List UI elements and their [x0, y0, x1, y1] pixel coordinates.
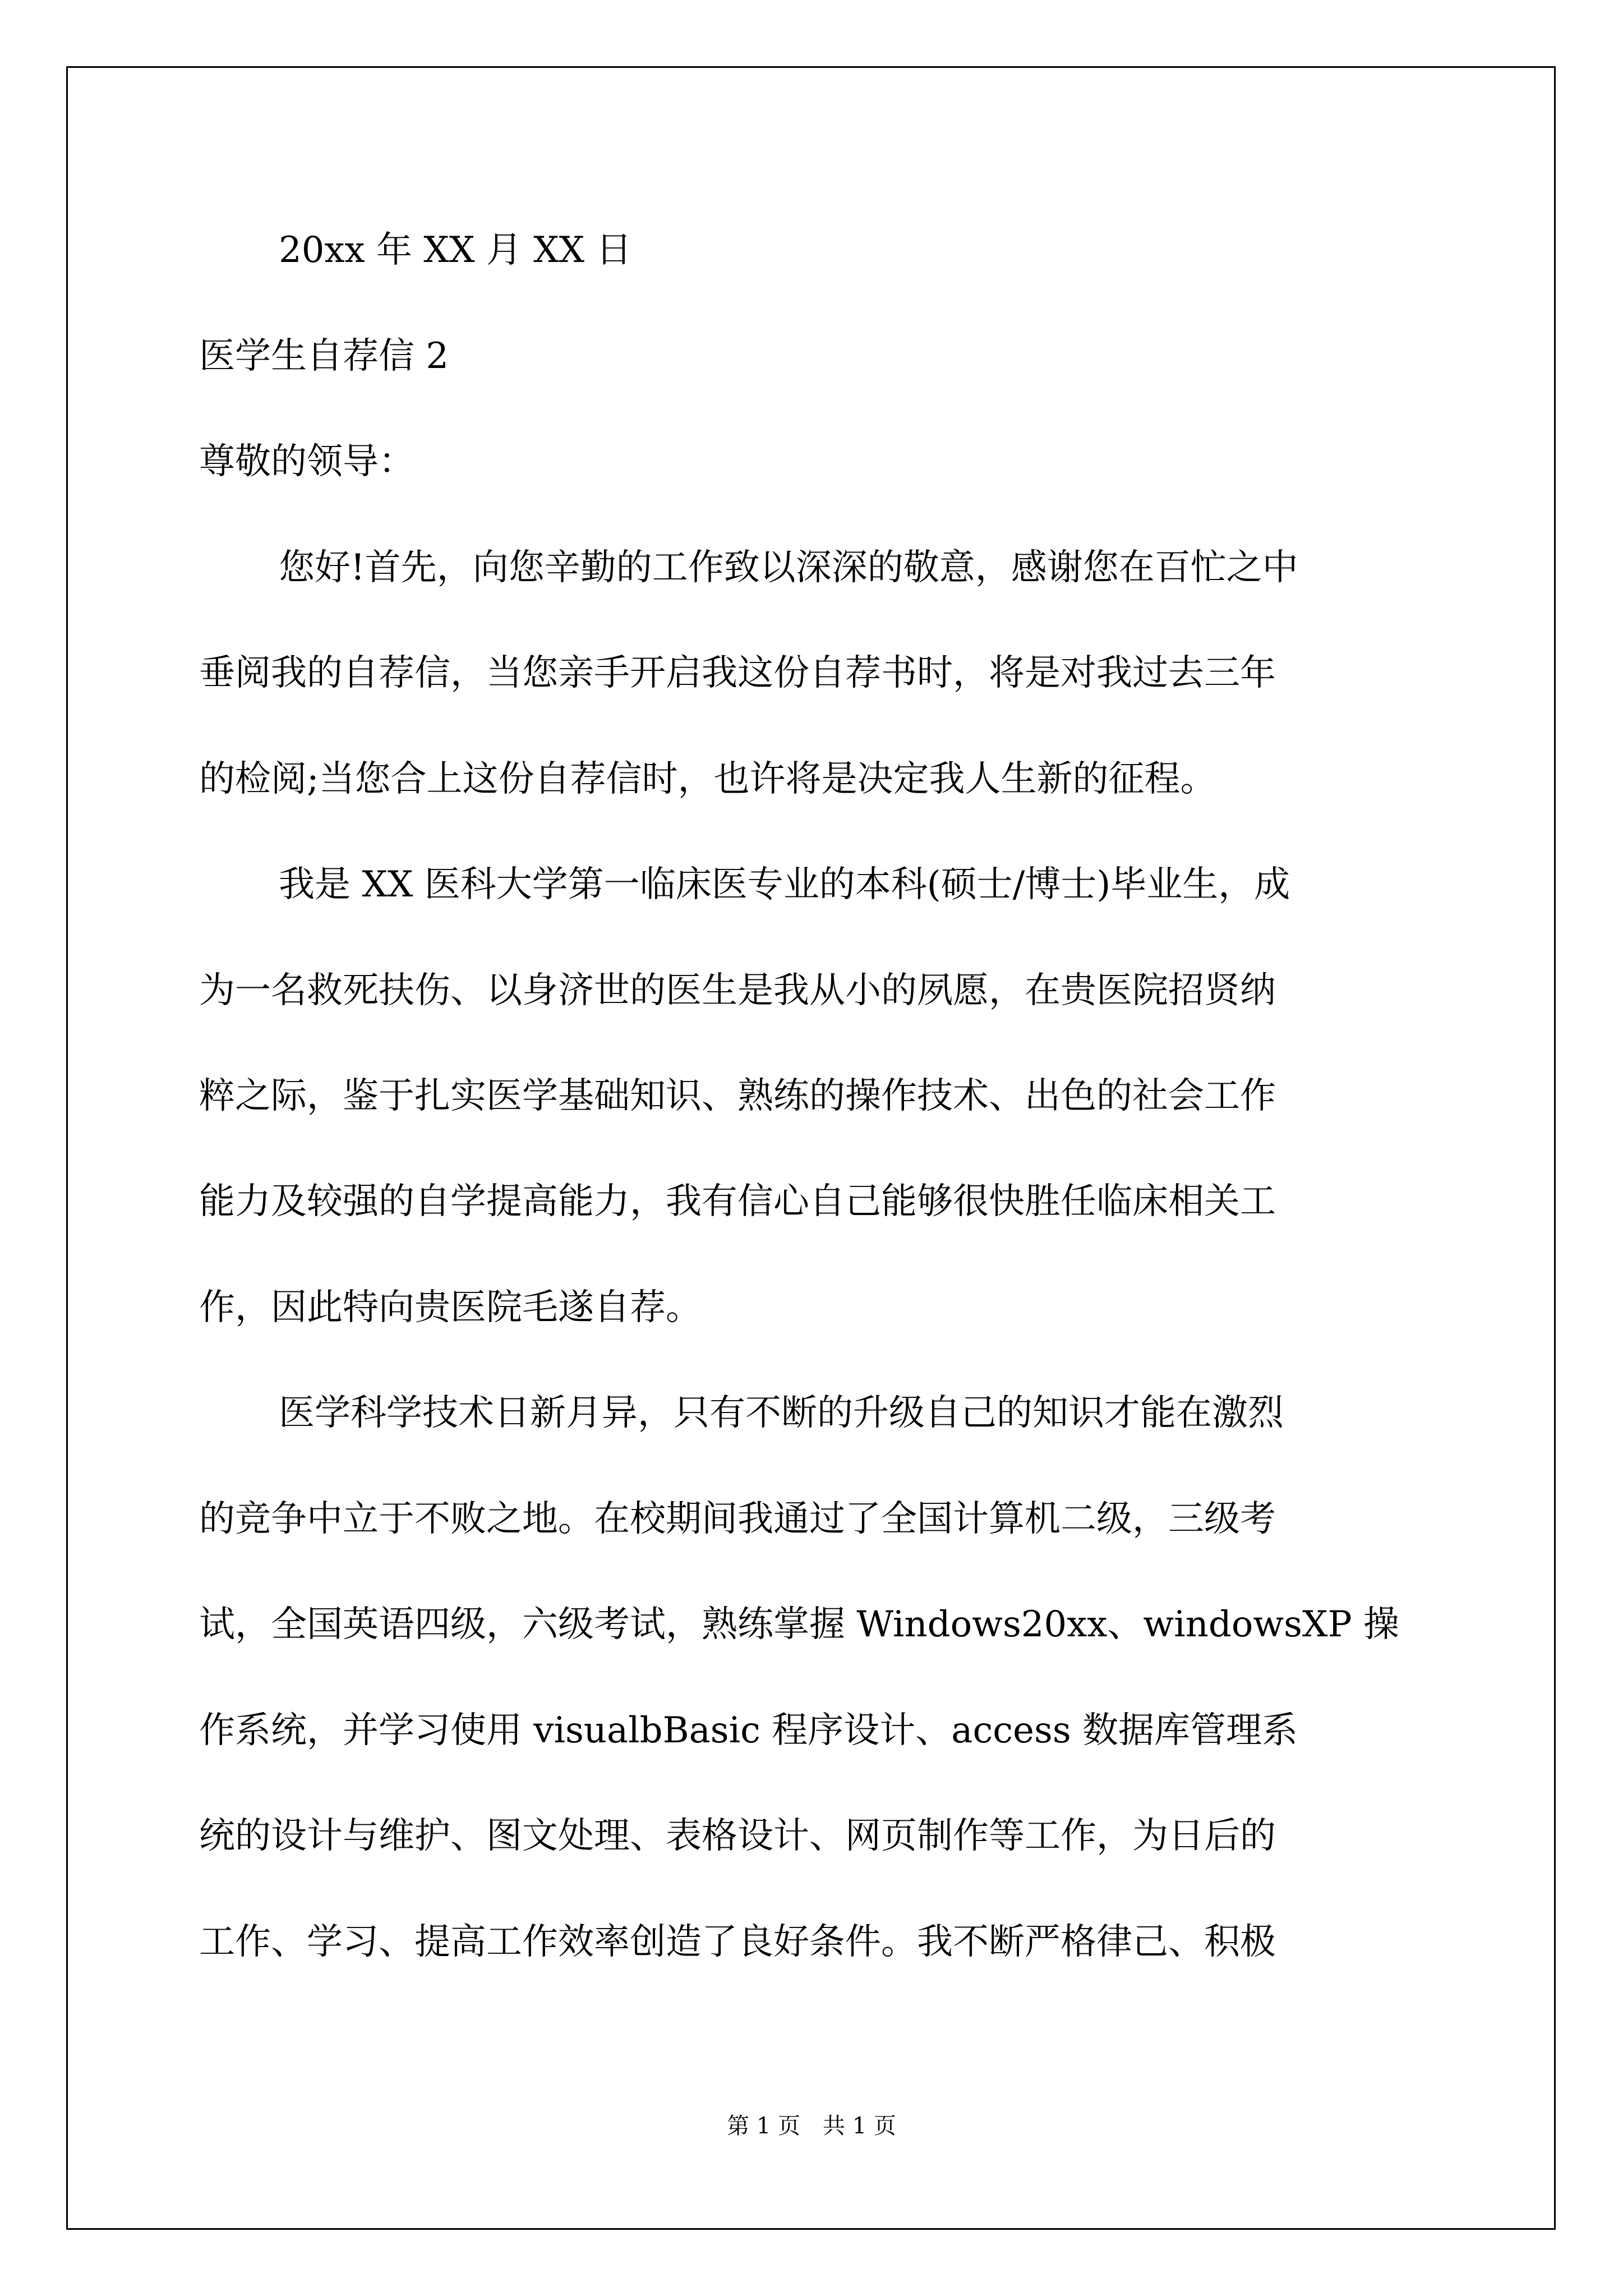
- body-line: 能力及较强的自学提高能力，我有信心自己能够很快胜任临床相关工: [199, 1181, 1276, 1222]
- body-line: 试，全国英语四级，六级考试，熟练掌握 Windows20xx、windowsXP 操: [199, 1604, 1399, 1645]
- letter-date: 20xx 年 XX 月 XX 日: [279, 229, 632, 271]
- page-border: [66, 66, 1556, 2230]
- letter-title: 医学生自荐信 2: [199, 335, 449, 377]
- body-line: 垂阅我的自荐信，当您亲手开启我这份自荐书时，将是对我过去三年: [199, 652, 1276, 694]
- body-line: 医学科学技术日新月异，只有不断的升级自己的知识才能在激烈: [279, 1392, 1284, 1434]
- body-line: 我是 XX 医科大学第一临床医专业的本科(硕士/博士)毕业生，成: [279, 864, 1290, 905]
- body-line: 为一名救死扶伤、以身济世的医生是我从小的夙愿，在贵医院招贤纳: [199, 970, 1276, 1011]
- body-line: 统的设计与维护、图文处理、表格设计、网页制作等工作，为日后的: [199, 1815, 1276, 1857]
- body-line: 作，因此特向贵医院毛遂自荐。: [199, 1287, 702, 1328]
- body-line: 您好!首先，向您辛勤的工作致以深深的敬意，感谢您在百忙之中: [279, 547, 1298, 588]
- salutation: 尊敬的领导：: [199, 441, 414, 482]
- page-number: 第 1 页 共 1 页: [727, 2113, 896, 2139]
- body-line: 的检阅;当您合上这份自荐信时，也许将是决定我人生新的征程。: [199, 758, 1216, 800]
- body-line: 工作、学习、提高工作效率创造了良好条件。我不断严格律己、积极: [199, 1921, 1276, 1963]
- body-line: 粹之际，鉴于扎实医学基础知识、熟练的操作技术、出色的社会工作: [199, 1075, 1276, 1117]
- body-line: 的竞争中立于不败之地。在校期间我通过了全国计算机二级，三级考: [199, 1498, 1276, 1540]
- body-line: 作系统，并学习使用 visualbBasic 程序设计、access 数据库管理系: [199, 1710, 1298, 1751]
